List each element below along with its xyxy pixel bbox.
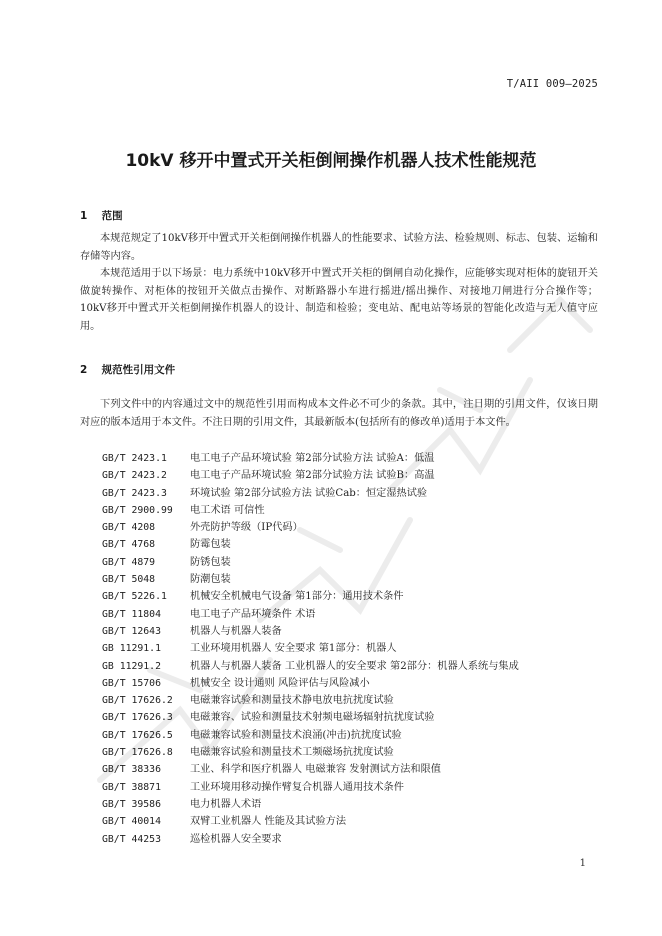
reference-item	[102, 761, 519, 778]
reference-code: GB/T 17626.8	[102, 747, 173, 759]
reference-item	[102, 727, 519, 744]
section-number: 1	[80, 210, 88, 222]
reference-title: 电工电子产品环境试验 第2部分试验方法 试验A：低温	[190, 453, 435, 464]
reference-item	[102, 502, 519, 519]
reference-code: GB/T 40014	[102, 816, 161, 828]
reference-code: GB/T 5226.1	[102, 591, 167, 603]
reference-title: 防锈包装	[190, 556, 231, 568]
reference-code: GB/T 4879	[102, 556, 156, 568]
reference-item	[102, 571, 519, 588]
reference-title: 工业环境用机器人 安全要求 第1部分：机器人	[190, 643, 397, 655]
reference-title: 防霉包装	[190, 539, 231, 551]
section-1-heading	[80, 208, 123, 223]
reference-code: GB/T 17626.3	[102, 712, 173, 724]
reference-code: GB/T 17626.5	[102, 729, 173, 741]
reference-item	[102, 554, 519, 571]
reference-title: 电磁兼容试验和测量技术静电放电抗扰度试验	[190, 695, 394, 707]
reference-title: 防潮包装	[190, 574, 231, 586]
reference-code: GB/T 38871	[102, 781, 161, 793]
reference-item	[102, 588, 519, 605]
reference-item	[102, 658, 519, 675]
section-title: 规范性引用文件	[101, 364, 176, 376]
reference-title: 机器人与机器人装备	[190, 625, 282, 637]
section-number: 2	[80, 364, 88, 376]
reference-item	[102, 831, 519, 848]
reference-item	[102, 813, 519, 830]
reference-title: 外壳防护等级（IP代码）	[190, 522, 303, 534]
reference-code: GB/T 11804	[102, 608, 161, 620]
section-1-paragraph-2: 本规范适用于以下场景：电力系统中10kV移开中置式开关柜的倒闸自动化操作，应能够实现对柜体的旋钮开关做旋转操作、对柜体的按钮开关做点击操作、对断路器小车进行摇进/摇出操作、对接地刀闸进行分合操作等；10kV移开中置式开关柜倒闸操作机器人的设计、制造和检验；变电站、配电站等场景的智能化改造与无人值守应用。	[80, 268, 598, 332]
reference-title: 工业、科学和医疗机器人 电磁兼容 发射测试方法和限值	[190, 764, 441, 776]
section-1-paragraph-1: 本规范规定了10kV移开中置式开关柜倒闸操作机器人的性能要求、试验方法、检验规则、标志、包装、运输和存储等内容。	[80, 233, 598, 262]
reference-item	[102, 467, 519, 484]
section-title: 范围	[101, 210, 123, 222]
reference-title: 双臂工业机器人 性能及其试验方法	[190, 816, 347, 828]
page-number: 1	[579, 858, 586, 869]
standard-code: T/AII 009—2025	[506, 78, 598, 90]
reference-code: GB/T 12643	[102, 625, 161, 637]
reference-item	[102, 640, 519, 657]
reference-code: GB/T 39586	[102, 798, 161, 810]
reference-title: 机器人与机器人装备 工业机器人的安全要求 第2部分：机器人系统与集成	[190, 660, 519, 672]
reference-item	[102, 623, 519, 640]
reference-item	[102, 796, 519, 813]
reference-code: GB/T 5048	[102, 574, 156, 586]
reference-title: 电工术语 可信性	[190, 504, 265, 516]
reference-title: 机械安全 设计通则 风险评估与风险减小	[190, 677, 370, 689]
section-2-paragraph-1: 下列文件中的内容通过文中的规范性引用而构成本文件必不可少的条款。其中，注日期的引用文件，仅该日期对应的版本适用于本文件。不注日期的引用文件，其最新版本(包括所有的修改单)适用于本文件。	[80, 399, 598, 428]
reference-code: GB/T 2423.3	[102, 487, 167, 499]
reference-list	[102, 450, 519, 848]
reference-title: 电磁兼容、试验和测量技术射频电磁场辐射抗扰度试验	[190, 712, 435, 724]
reference-code: GB/T 2423.1	[102, 453, 167, 464]
reference-item	[102, 675, 519, 692]
reference-item	[102, 709, 519, 726]
document-title: 10kV 移开中置式开关柜倒闸操作机器人技术性能规范	[125, 151, 537, 171]
reference-title: 电磁兼容试验和测量技术浪涌(冲击)抗扰度试验	[190, 729, 402, 741]
reference-code: GB/T 4768	[102, 539, 156, 551]
reference-title: 环境试验 第2部分试验方法 试验Cab：恒定湿热试验	[190, 487, 428, 499]
reference-code: GB/T 38336	[102, 764, 161, 776]
reference-title: 电磁兼容试验和测量技术工频磁场抗扰度试验	[190, 747, 394, 759]
reference-title: 电工电子产品环境试验 第2部分试验方法 试验B：高温	[190, 470, 435, 482]
reference-code: GB/T 15706	[102, 677, 161, 689]
reference-code: GB 11291.2	[102, 660, 161, 672]
reference-item	[102, 606, 519, 623]
reference-title: 机械安全机械电气设备 第1部分：通用技术条件	[190, 591, 404, 603]
reference-code: GB/T 2423.2	[102, 470, 167, 482]
reference-title: 电工电子产品环境条件 术语	[190, 608, 316, 620]
reference-item	[102, 779, 519, 796]
reference-item	[102, 692, 519, 709]
reference-item	[102, 536, 519, 553]
reference-code: GB/T 2900.99	[102, 504, 173, 516]
reference-item	[102, 450, 519, 467]
reference-code: GB/T 44253	[102, 833, 161, 845]
section-2-heading	[80, 362, 175, 377]
reference-code: GB 11291.1	[102, 643, 161, 655]
reference-code: GB/T 4208	[102, 522, 156, 534]
reference-code: GB/T 17626.2	[102, 695, 173, 707]
reference-title: 电力机器人术语	[190, 798, 262, 810]
reference-title: 工业环境用移动操作臂复合机器人通用技术条件	[190, 781, 404, 793]
reference-item	[102, 519, 519, 536]
reference-item	[102, 485, 519, 502]
reference-title: 巡检机器人安全要求	[190, 833, 282, 845]
reference-item	[102, 744, 519, 761]
